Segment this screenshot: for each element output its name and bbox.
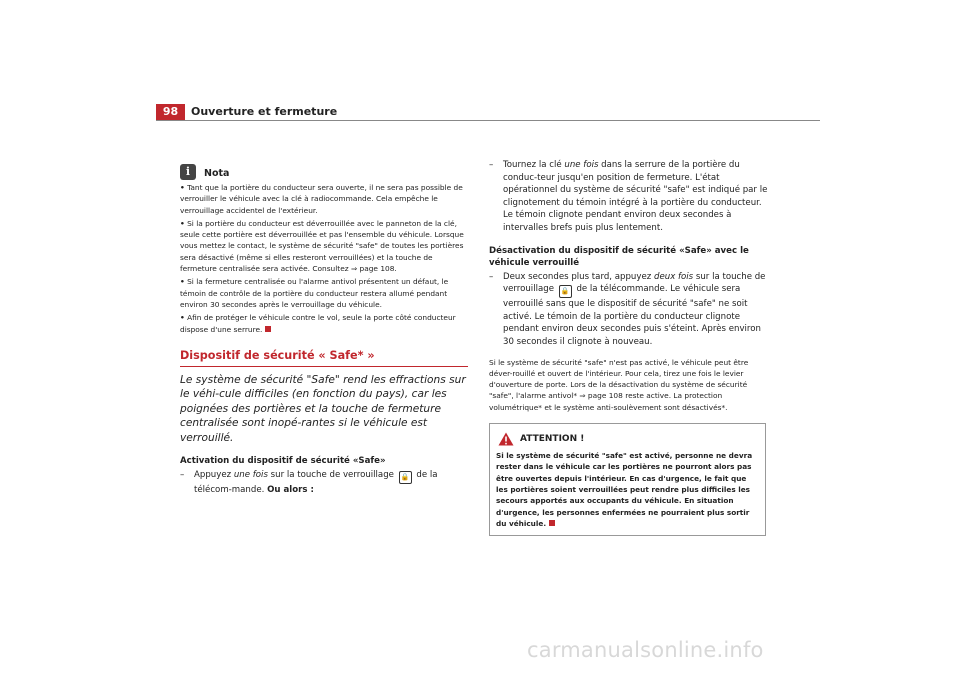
lock-key-icon: 🔒 — [559, 285, 572, 298]
activation-step-1 — [180, 469, 468, 497]
deactivation-step — [489, 271, 768, 349]
note-bullet-text: Si la portière du conducteur est déverrouillée avec le panneton de la clé, seule cette portière est déverrouillée et pas l'ensemble du véhicule. Lorsque vous mettez le contact, le système de sécurité "safe" de toutes les portières sera désactivé (même si elles resteront verrouillées) et la touche de fermeture centralisée sera activée. Consultez ⇒ page 108. — [180, 218, 464, 274]
note-bullet-text: Si la fermeture centralisée ou l'alarme antivol présentent un défaut, le témoin de contrôle de la portière du conducteur restera allumé pendant environ 30 secondes après le verrouillage du véhicule. — [180, 277, 449, 309]
step-emphasis: une fois — [564, 160, 599, 170]
section-title: Dispositif de sécurité « Safe* » — [180, 348, 375, 362]
end-of-section-icon — [265, 326, 271, 332]
bullet-dot-icon: • — [180, 183, 185, 192]
note-bullet — [180, 312, 468, 335]
note-bullet — [180, 182, 468, 216]
activation-heading: Activation du dispositif de sécurité «Safe» — [180, 456, 386, 467]
bullet-dot-icon: • — [180, 277, 185, 287]
section-rule — [180, 366, 468, 367]
step-text-part: sur la touche de verrouillage — [267, 470, 397, 481]
info-icon: i — [180, 164, 196, 180]
step-emphasis: une fois — [233, 470, 268, 481]
left-column — [180, 164, 468, 497]
step-text-part: sur la touche de verrouillage — [503, 271, 766, 295]
step-text — [503, 271, 768, 349]
section-intro: Le système de sécurité "Safe" rend les effractions sur le véhi-cule difficiles (en fonction du pays), car les poignées des portières et la touche de fermeture centralisée sont inopé-rantes si le véhicule est verrouillé. — [180, 373, 466, 444]
end-of-section-icon — [549, 520, 555, 526]
dash-icon: – — [489, 271, 494, 282]
right-column — [489, 157, 768, 536]
step-text-part: Deux secondes plus tard, appuyez — [503, 271, 654, 282]
note-bullet — [180, 218, 468, 274]
step-text — [194, 469, 468, 497]
bullet-dot-icon: • — [180, 218, 185, 228]
step-text-part: Appuyez — [194, 470, 234, 481]
safe-info-paragraph: Si le système de sécurité "safe" n'est pas activé, le véhicule peut être déver-rouillé et ouvert de l'intérieur. Pour cela, tirez une fois le levier d'ouverture de porte. Lors de la désactivation du système de sécurité "safe", l'alarme antivol* ⇒ page 108 reste active. La protection volumétrique* et le système anti-soulèvement sont désactivés*. — [489, 357, 749, 412]
warning-box — [489, 423, 766, 536]
running-head-title: Ouverture et fermeture — [191, 105, 338, 118]
warning-text-block — [496, 450, 759, 529]
note-bullet — [180, 276, 468, 310]
step-text — [503, 159, 768, 235]
step-text-part: de la télécommande. Le véhicule sera verrouillé sans que le dispositif de sécurité "safe" ne soit activé. Le témoin de la portière du conducteur clignote pendant environ deux secondes puis s'éteint. Après environ 30 secondes il clignote à nouveau. — [503, 284, 761, 347]
note-bullet-text: Afin de protéger le véhicule contre le vol, seule la porte côté conducteur dispose d'une serrure. — [180, 313, 456, 334]
bullet-dot-icon: • — [180, 313, 185, 323]
dash-icon: – — [489, 160, 494, 170]
step-text-part: dans la serrure de la portière du conduc-teur jusqu'en position de fermeture. L'état opérationnel du système de sécurité "safe" est indiqué par le clignotement du témoin intégré à la portière du conducteur. Le témoin clignote pendant environ deux secondes à intervalles brefs puis plus lentement. — [503, 160, 768, 233]
activation-step-2 — [489, 159, 768, 235]
warning-title: ATTENTION ! — [520, 434, 585, 445]
note-header — [180, 164, 468, 180]
note-bullet-text: Tant que la portière du conducteur sera ouverte, il ne sera pas possible de verrouiller le véhicule avec la clé à radiocommande. Cela empêche le verrouillage accidentel de l'extérieur. — [180, 183, 463, 215]
page-number: 98 — [156, 104, 185, 120]
warning-header — [498, 432, 759, 446]
deactivation-heading: Désactivation du dispositif de sécurité «Safe» avec le véhicule verrouillé — [489, 245, 749, 268]
header-rule — [156, 120, 820, 121]
lock-key-icon: 🔒 — [399, 471, 412, 484]
note-title: Nota — [204, 168, 230, 179]
step-text-part: de la télécom-mande. — [194, 470, 438, 496]
watermark: carmanualsonline.info — [527, 638, 764, 662]
warning-triangle-icon — [498, 432, 514, 446]
dash-icon: – — [180, 470, 185, 481]
step-emphasis: deux fois — [654, 271, 694, 282]
step-text-part: Tournez la clé — [503, 160, 565, 170]
warning-text: Si le système de sécurité "safe" est activé, personne ne devra rester dans le véhicule car les portières ne pourront alors pas être ouvertes depuis l'intérieur. En cas d'urgence, le fait que les portières soient verrouillées peut rendre plus difficiles les secours apportés aux occupants du véhicule. En situation d'urgence, les personnes enfermées ne pourraient plus sortir du véhicule. — [496, 451, 753, 528]
step-strong: Ou alors : — [267, 485, 314, 496]
